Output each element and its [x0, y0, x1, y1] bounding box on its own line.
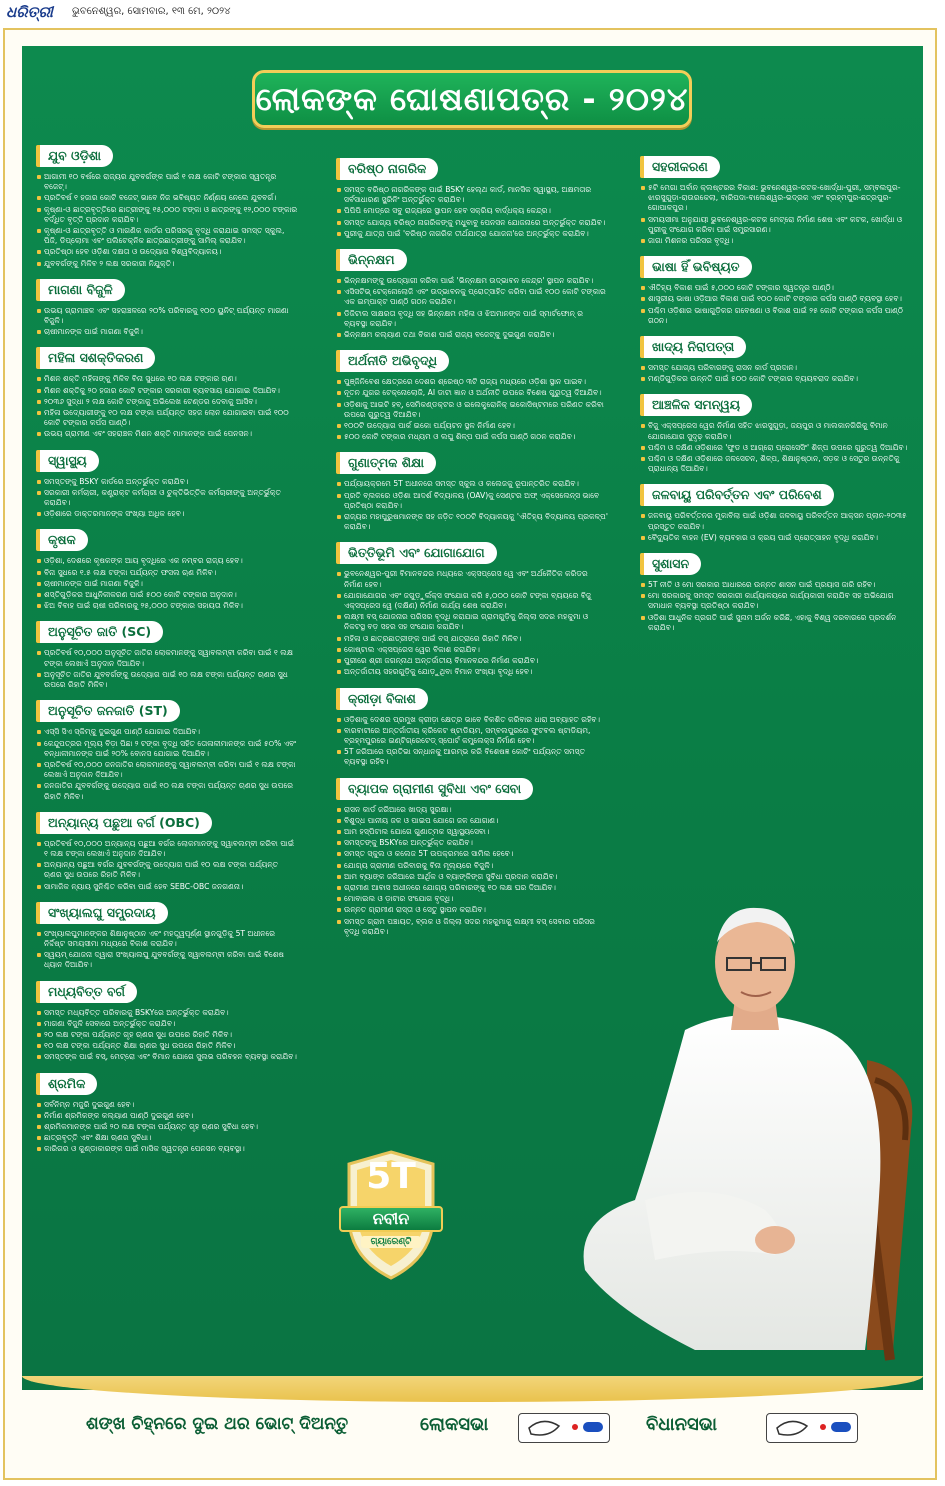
manifesto-point: ଡିଜିଟାଲ ସାକ୍ଷରତା ବୃଦ୍ଧି ସହ ଭିନ୍ନକ୍ଷମ ମହିଳା ଓ ଝିଅମାନଙ୍କ ପାଇଁ ସ୍ମାର୍ଟଫୋନ୍ ର ବ୍ୟବସ୍ଥା କରାଯିବ। — [336, 309, 608, 329]
manifesto-point: ମୋବାଇଲ ଓ ଡ଼ାଟାର ସଂଯୋଗ ବୃଦ୍ଧି। — [336, 894, 608, 904]
section-heading: ବ୍ୟାପକ ଗ୍ରାମୀଣ ସୁବିଧା ଏବଂ ସେବା — [336, 778, 533, 800]
manifesto-point: ୫୦୦ କୋଟି ଟଙ୍କାର ମଧ୍ୟମ ଓ ଲଘୁ ଶିଳ୍ପ ପାଇଁ କର୍ପସ ପାଣ୍ଠି ଗଠନ କରାଯିବ। — [336, 432, 608, 442]
manifesto-point: ୧୦୦ଟି ଉଦ୍ୟୋଗ ପାର୍କ ଇକୋ ପର୍ଯ୍ୟଟନ ସ୍ଥଳ ନିର୍ମାଣ ହେବ। — [336, 421, 608, 431]
leader-photo — [575, 880, 925, 1380]
badge-5t-text: 5T — [366, 1156, 416, 1197]
manifesto-point: ସମସ୍ତଙ୍କ ପାଇଁ ବସ୍, ମେଟ୍ରୋ ଏବଂ ବିମାନ ଯୋଗେ ସୁଲଭ ପରିବହନ ବ୍ୟବସ୍ଥା କରାଯିବ। — [36, 1052, 298, 1062]
manifesto-point: ବୈଦ୍ୟୁତିକ ବାହନ (EV) ବ୍ୟବହାର ଓ କ୍ରୟ ପାଇଁ ପ୍ରୋତ୍ସାହନ ବୃଦ୍ଧି କରାଯିବ। — [640, 533, 908, 543]
manifesto-section — [36, 347, 298, 439]
manifesto-section — [640, 553, 908, 633]
conch-icon — [767, 1414, 856, 1441]
section-heading: ମାଗଣା ବିଜୁଳି — [36, 279, 125, 301]
lok-sabha-evm-icon — [518, 1413, 610, 1443]
manifesto-point: ଆମ ହସ୍ପିଟାଲ ଯୋଗେ ଗୁଣାତ୍ମକ ସ୍ୱାସ୍ଥ୍ୟସେବା। — [336, 827, 608, 837]
manifesto-point: ସମସ୍ତ ଯୋଗ୍ୟ ବରିଷ୍ଠ ନାଗରିକଙ୍କୁ ମଧୁବାବୁ ପେନସନ ଯୋଜନାରେ ଅନ୍ତର୍ଭୁକ୍ତ କରାଯିବ। — [336, 218, 608, 228]
column-middle — [336, 158, 608, 947]
manifesto-point: ସମୟସୀମା ଅନୁଯାୟୀ ଭୁବନେଶ୍ୱର-କଟକ ମେଟ୍ରୋ ନିର୍ମାଣ ଶେଷ ଏବଂ କଟକ, ଖୋର୍ଦ୍ଧା ଓ ପୁରୀକୁ ସଂଯୋଗ କରିବା ପାଇଁ ସମ୍ପ୍ରସାରଣ। — [640, 215, 908, 235]
manifesto-section — [640, 336, 908, 384]
manifesto-point: ପଶ୍ଚିମ ଓ ଦକ୍ଷିଣ ଓଡ଼ିଶାରେ ଜଳସେଚନ, ଶିଳ୍ପ, ଶିକ୍ଷାନୁଷ୍ଠାନ, ସଡ଼କ ଓ ସେତୁର ଉନ୍ନତିକୁ ପ୍ରାଧାନ୍ୟ ଦିଆଯିବ। — [640, 454, 908, 474]
manifesto-point: ପ୍ରତିବର୍ଷ ୧୦,୦୦୦ ଅନ୍ୟାନ୍ୟ ପଛୁଆ ବର୍ଗର ଲୋକମାନଙ୍କୁ ସ୍ୱାବଲମ୍ବୀ କରିବା ପାଇଁ ୧ ଲକ୍ଷ ଟଙ୍କା ଲେଖାଏଁ ଅନୁଦାନ ଦିଆଯିବ। — [36, 839, 298, 859]
manifesto-point: 5T ନୀତି ଓ ମୋ ସରକାର ଆଧାରରେ ଉନ୍ନତ ଶାସନ ପାଇଁ ପ୍ରୟାସ ଜାରି ରହିବ। — [640, 580, 908, 590]
manifesto-point: ଜାଗା ମିଶନର ପରିସର ବୃଦ୍ଧି। — [640, 236, 908, 246]
manifesto-point: ଜଳବାୟୁ ପରିବର୍ତ୍ତନର ମୁକାବିଲା ପାଇଁ ଓଡ଼ିଶା ଜଳବାୟୁ ପରିବର୍ତ୍ତନ ଆକ୍ସନ ପ୍ଲାନ-୨୦୩୫ ପ୍ରସ୍ତୁତ କରାଯିବ। — [640, 511, 908, 531]
manifesto-point: ଗ୍ରାମୀଣ ଆବାସ ଅଧୀନରେ ଯୋଗ୍ୟ ପରିବାରଙ୍କୁ ୧୦ ଲକ୍ଷ ଘର ଦିଆଯିବ। — [336, 883, 608, 893]
section-heading: ଅନୁସୂଚିତ ଜାତି (SC) — [36, 621, 163, 643]
manifesto-point: ବିଜୁ ଏକ୍ସପ୍ରେସ ୱେର ନିର୍ମାଣ ସହିତ ଝାରସୁଗୁଡ଼ା, ଜୟପୁର ଓ ମାଲକାନଗିରିକୁ ବିମାନ ଯୋଗାଯୋଗ ସୁଦୃଢ଼ କରାଯିବ। — [640, 421, 908, 441]
section-heading: ଯୁବ ଓଡ଼ିଶା — [36, 145, 113, 167]
manifesto-section — [640, 484, 908, 543]
section-heading: ଭାଷା ହିଁ ଭବିଷ୍ୟତ — [640, 256, 752, 278]
badge-subtitle: ଗ୍ୟାରେଣ୍ଟି — [361, 1236, 421, 1248]
manifesto-point: ସ୍ୱୟମ୍ ଯୋଜନା ଦ୍ୱାରା ସଂଖ୍ୟାଲଘୁ ଯୁବବର୍ଗଙ୍କୁ ସ୍ୱାବଲମ୍ବୀ କରିବା ପାଇଁ ବିଶେଷ ଧ୍ୟାନ ଦିଆଯିବ। — [36, 950, 298, 970]
manifesto-point: ଆଗାମୀ ୧୦ ବର୍ଷରେ ରାଜ୍ୟର ଯୁବବର୍ଗଙ୍କ ପାଇଁ ୧ ଲକ୍ଷ କୋଟି ଟଙ୍କାର ସ୍ୱତନ୍ତ୍ର ବଜେଟ୍। — [36, 172, 298, 192]
manifesto-section — [36, 450, 298, 520]
manifesto-section — [36, 812, 298, 892]
manifesto-point: ଯୋଗାଯୋଗର ଏବଂ ଜଗୁଡ଼ୁର୍ଲକ୍ସ ସଂଯୋଗ କରି ୫,୦୦୦ କୋଟି ଟଙ୍କା ବ୍ୟୟରେ ବିଜୁ ଏକ୍ସପ୍ରେସ ୱେ (ଦକ୍ଷିଣ) ନିର୍ମାଣ କାର୍ଯ୍ୟ ଶେଷ କରାଯିବ। — [336, 591, 608, 611]
manifesto-point: ପ୍ରତିବର୍ଷ ୧୦,୦୦୦ ଜନଜାତିର ଲୋକମାନଙ୍କୁ ସ୍ୱାବଲମ୍ବୀ କରିବା ପାଇଁ ୧ ଲକ୍ଷ ଟଙ୍କା ଲେଖାଏଁ ଅନୁଦାନ ଦିଆଯିବ। — [36, 760, 298, 780]
section-heading: ବରିଷ୍ଠ ନାଗରିକ — [336, 158, 438, 180]
section-heading: ଜଳବାୟୁ ପରିବର୍ତ୍ତନ ଏବଂ ପରିବେଶ — [640, 484, 834, 506]
manifesto-section — [336, 158, 608, 239]
manifesto-point: ଶ୍ରମିକମାନଙ୍କ ପାଇଁ ୨୦ ଲକ୍ଷ ଟଙ୍କା ପର୍ଯ୍ୟନ୍ତ ଗୃହ ଋଣର ସୁବିଧା ହେବ। — [36, 1122, 298, 1132]
manifesto-point: ମଣ୍ଡିଗୁଡ଼ିକର ଉନ୍ନତି ପାଇଁ ୫୦୦ କୋଟି ଟଙ୍କାର ବ୍ୟୟବରାଦ କରାଯିବ। — [640, 374, 908, 384]
section-heading: ମଧ୍ୟବିତ୍ତ ବର୍ଗ — [36, 981, 137, 1003]
section-heading: ସଂଖ୍ୟାଲଘୁ ସମ୍ପ୍ରଦାୟ — [36, 902, 168, 924]
manifesto-point: ଉଭୟ ଗ୍ରାମାଞ୍ଚଳ ଏବଂ ସହରାଞ୍ଚଳରେ ୨୦% ପରିବାରକୁ ୧୦୦ ୟୁନିଟ୍ ପର୍ଯ୍ୟନ୍ତ ମାଗଣା ବିଜୁଳି। — [36, 306, 298, 326]
manifesto-point: ନିର୍ମାଣ ଶ୍ରମିକଙ୍କ କଲ୍ୟାଣ ପାଣ୍ଠି ଦୁଇଗୁଣ ହେବ। — [36, 1111, 298, 1121]
manifesto-point: ପ୍ରତିଷ୍ଠା ହେବ ଓଡ଼ିଶା ଦକ୍ଷତା ଓ ଉଦ୍ୟୋଗ ବିଶ୍ୱବିଦ୍ୟାଳୟ। — [36, 247, 298, 257]
section-heading: ଅର୍ଥନୀତି ଅଭିବୃଦ୍ଧି — [336, 350, 449, 372]
column-left — [36, 145, 298, 1165]
manifesto-point: ସମସ୍ତ ଯୋଗ୍ୟ ପରିବାରଙ୍କୁ ରାସନ କାର୍ଡ ପ୍ରଦାନ। — [640, 363, 908, 373]
conch-icon — [519, 1414, 608, 1441]
manifesto-point: କେନ୍ଦୁପତ୍ରର ମୂଲ୍ୟ ବିଡ଼ା ପିଛା ୨ ଟଙ୍କା ବୃଦ୍ଧି ସହିତ ତୋଳାଳୀମାନଙ୍କ ପାଇଁ ୫୦% ଏବଂ ବନ୍ଧାଳୀମାନଙ୍କ ପାଇଁ ୨୦% ବୋନସ ଯୋଗାଇ ଦିଆଯିବ। — [36, 739, 298, 759]
section-heading: ସହରୀକରଣ — [640, 156, 720, 178]
body — [584, 1015, 881, 1350]
manifesto-point: ସମସ୍ତଙ୍କୁ BSKYରେ ଅନ୍ତର୍ଭୁକ୍ତ କରାଯିବ। — [336, 838, 608, 848]
manifesto-section — [36, 279, 298, 338]
manifesto-point: ସଂଖ୍ୟାଲଘୁମାନଙ୍କର ଶିକ୍ଷାନୁଷ୍ଠାନ ଏବଂ ମହତ୍ତ୍ୱପୂର୍ଣ୍ଣ ସ୍ଥାନଗୁଡ଼ିକୁ 5T ଅଧୀନରେ ନିର୍ଦ୍ଦିଷ୍ଟ ସମୟସୀମା ମଧ୍ୟରେ ବିକାଶ କରାଯିବ। — [36, 929, 298, 949]
manifesto-point: ସମସ୍ତଙ୍କୁ BSKY କାର୍ଡରେ ଅନ୍ତର୍ଭୁକ୍ତ କରାଯିବ। — [36, 477, 298, 487]
manifesto-point: ରାସନ କାର୍ଡ ଜରିଆରେ ଖାଦ୍ୟ ସୁରକ୍ଷା। — [336, 805, 608, 815]
manifesto-point: ସରକାରୀ କର୍ମଚାରୀ, କଣ୍ଟ୍ରାକ୍ଟ କର୍ମଚାରୀ ଓ ଚୁକ୍ତିଭିତ୍ତିକ କର୍ମଚାରୀଙ୍କୁ ଅନ୍ତର୍ଭୁକ୍ତ କରାଯିବ। — [36, 488, 298, 508]
manifesto-point: ମୋ ସରକାରକୁ ସମସ୍ତ ସରକାରୀ କାର୍ଯ୍ୟାଳୟରେ କାର୍ଯ୍ୟକାରୀ କରାଯିବ ସହ ଅଭିଯୋଗ ସମାଧାନ ବ୍ୟବସ୍ଥା ପ୍ରତିଷ୍ଠା କରାଯିବ। — [640, 591, 908, 611]
manifesto-point: ଓଡ଼ିଶାରେ ଡାକ୍ତରମାନଙ୍କ ସଂଖ୍ୟା ଅଧିକ ହେବ। — [36, 509, 298, 519]
manifesto-point: ଏସିସଟିଭ୍ ଟେକ୍ନୋଲୋଜି ଏବଂ ଉଦ୍ଭାବନକୁ ପ୍ରୋତ୍ସାହିତ କରିବା ପାଇଁ ୧୦୦ କୋଟି ଟଙ୍କାର ଏକ ଇମ୍ପାକ୍ଟ ପାଣ୍ଠି ଗଠନ କରାଯିବ। — [336, 287, 608, 307]
dateline: ଭୁବନେଶ୍ୱର, ସୋମବାର, ୧୩ ମେ, ୨୦୨୪ — [72, 6, 231, 17]
manifesto-section — [36, 902, 298, 971]
manifesto-section — [336, 452, 608, 532]
column-right — [640, 156, 908, 643]
manifesto-point: ଭୁବନେଶ୍ୱର-ପୁରୀ ବିମାନବନ୍ଦର ମଧ୍ୟରେ ଏକ୍ସପ୍ରେସ ୱେ ଏବଂ ଅର୍ଥନୈତିକ କରିଡର ନିର୍ମାଣ ହେବ। — [336, 569, 608, 589]
manifesto-section — [640, 156, 908, 246]
hand — [755, 1226, 795, 1254]
manifesto-point: ଶସ୍ତିଗୁଡ଼ିକର ଆଧୁନିକୀକରଣ ପାଇଁ ୫୦୦ କୋଟି ଟଙ୍କାର ଅନୁଦାନ। — [36, 590, 298, 600]
manifesto-section — [336, 350, 608, 442]
manifesto-point: ଭିନ୍ନକ୍ଷମଙ୍କୁ ଉଦ୍ୟୋଗୀ କରିବା ପାଇଁ 'ଭିନ୍ନକ୍ଷମ ଉଦ୍ଭାବନ କେନ୍ଦ୍ର' ସ୍ଥାପନ କରାଯିବ। — [336, 276, 608, 286]
manifesto-section — [36, 529, 298, 611]
manifesto-point: କୃଷ୍ଣା-ଓ ଛାତ୍ରବୃତ୍ତି ଓ ମାଗଣିକ କାର୍ଡର ପରିସରକୁ ବୃଦ୍ଧି କରାଯାଇ ସମସ୍ତ ସ୍କୁଲ, ପିଜି, ଡିପ୍ଲୋମା ଏବଂ ପଲିଟେକ୍ନିକ ଛାତ୍ରଛାତ୍ରୀଙ୍କୁ ସାମିଲ୍ କରାଯିବ। — [36, 226, 298, 246]
manifesto-point: ବିଶୁଦ୍ଧ ପାନୀୟ ଜଳ ଓ ପାଇପ ଯୋଗେ ଜଳ ଯୋଗାଣ। — [336, 816, 608, 826]
manifesto-point: ମହିଳା ଓ ଛାତ୍ରଛାତ୍ରୀଙ୍କ ପାଇଁ ବସ୍ ଯାତ୍ରାରେ ରିହାତି ମିଳିବ। — [336, 634, 608, 644]
section-heading: ଅନ୍ୟାନ୍ୟ ପଛୁଆ ବର୍ଗ (OBC) — [36, 812, 212, 834]
manifesto-point: ୧୦ ଲକ୍ଷ ଟଙ୍କା ପର୍ଯ୍ୟନ୍ତ ଶିକ୍ଷା ଋଣର ସୁଧ ଉପରେ ରିହାତି ମିଳିବ। — [36, 1041, 298, 1051]
manifesto-point: ଆମ ବ୍ୟାଙ୍କ ଜରିଆରେ ଆର୍ଥିକ ଓ ବ୍ୟାଙ୍କିଙ୍ଗ ସୁବିଧା ପ୍ରଦାନ କରାଯିବ। — [336, 872, 608, 882]
5t-guarantee-badge — [345, 1150, 437, 1280]
manifesto-point: 5T ଜରିଆରେ ପ୍ରତିଭା ସନ୍ଧାନକୁ ଆରମ୍ଭ କରି ବିଶେଷଜ୍ଞ କୋଚିଂ ପର୍ଯ୍ୟନ୍ତ ସମସ୍ତ ବ୍ୟବସ୍ଥା ରହିବ। — [336, 747, 608, 767]
section-heading: ସୁଶାସନ — [640, 553, 701, 575]
manifesto-point: ପ୍ରତିବର୍ଷ ୧ ହଜାର କୋଟି ବଜେଟ୍ ଭାବେ ନିଜ ଭବିଷ୍ୟତ ନିର୍ଣ୍ଣୟ ନେଲେ ଯୁବବର୍ଗ। — [36, 193, 298, 203]
manifesto-point: ଓଡ଼ିଶାକୁ ଆଇଟି ହବ୍, ସେମିକଣ୍ଡକ୍ଟର ଓ ଇଲେକ୍ଟ୍ରୋନିକ୍ ଇକୋସିଷ୍ଟମରେ ପରିଣତ କରିବା ଉପରେ ଗୁରୁତ୍ୱ ଦିଆଯିବ। — [336, 400, 608, 420]
section-heading: ଶ୍ରମିକ — [36, 1073, 97, 1095]
manifesto-point: ସମସ୍ତ ସ୍କୁଲ ଓ କଲେଜ 5T ଉପକ୍ରମରେ ସାମିଲ ହେବେ। — [336, 849, 608, 859]
manifesto-point: ସମସ୍ତ ଗ୍ରାମ ପଞ୍ଚାୟତ, ବ୍ଲକ ଓ ଜିଲ୍ଲା ସଦର ମହକୁମାକୁ ଲକ୍ଷ୍ମୀ ବସ୍ ସେବାର ପରିସର ବୃଦ୍ଧି କରାଯିବ। — [336, 917, 608, 937]
manifesto-point: ଅନ୍ତର୍ଜାତୀୟ ସହରଗୁଡ଼ିକୁ ଯୋଡ଼ୁଥିବା ବିମାନ ସଂଖ୍ୟା ବୃଦ୍ଧି ହେବ। — [336, 667, 608, 677]
manifesto-point: ଲକ୍ଷ୍ମୀ ବସ୍ ଯୋଜନାର ପରିସର ବୃଦ୍ଧି କରାଯାଇ ଗ୍ରାମଗୁଡ଼ିକୁ ଜିଲ୍ଲା ସଦର ମହକୁମା ଓ ନିକଟସ୍ଥ ବଡ଼ ସହର ସହ ସଂଯୋଗ କରାଯିବ। — [336, 612, 608, 632]
manifesto-point: ଓଡ଼ିଶାକୁ ଦେଶର ପ୍ରମୁଖ କ୍ରୀଡ଼ା କ୍ଷେତ୍ର ଭାବେ ବିକଶିତ କରିବାର ଧାରା ଅବ୍ୟାହତ ରହିବ। — [336, 715, 608, 725]
manifesto-point: କୃଷ୍ଣା-ଓ ଛାତ୍ରବୃତ୍ତିରେ ଛାତ୍ରୀଙ୍କୁ ୧୫,୦୦୦ ଟଙ୍କା ଓ ଛାତ୍ରଙ୍କୁ ୧୨,୦୦୦ ଟଙ୍କାର ବର୍ଦ୍ଧିତ ବୃତ୍ତି ପ୍ରଦାନ କରାଯିବ। — [36, 205, 298, 225]
manifesto-point: କୋଷ୍ଟାଲ ଏକ୍ସପ୍ରେସ ୱେର ବିକାଶ କରାଯିବ। — [336, 645, 608, 655]
manifesto-title: ଲୋକଙ୍କ ଘୋଷଣାପତ୍ର - ୨୦୨୪ — [252, 70, 692, 128]
lok-sabha-label: ଲୋକସଭା — [420, 1414, 489, 1435]
newspaper-logo: ଧରିତ୍ରୀ — [6, 3, 53, 21]
manifesto-point: ଉନ୍ନତ ଗ୍ରାମୀଣ ରାସ୍ତା ଓ ସେତୁ ସ୍ଥାପନ କରାଯିବ। — [336, 905, 608, 915]
manifesto-point: ସାମାଜିକ ନ୍ୟାୟ ସୁନିଶ୍ଚିତ କରିବା ପାଇଁ ହେବ SEBC-OBC ଜନଗଣନା। — [36, 882, 298, 892]
manifesto-point: ପୁଞ୍ଜିନିବେଶ କ୍ଷେତ୍ରରେ ଦେଶର ଶ୍ରେଷ୍ଠ ୩ଟି ରାଜ୍ୟ ମଧ୍ୟରେ ଓଡ଼ିଶା ସ୍ଥାନ ପାଇବ। — [336, 377, 608, 387]
manifesto-point: ପଶ୍ଚିମ ଓ ଦକ୍ଷିଣ ଓଡ଼ିଶାରେ 'ଫୁଡ ଓ ଆଗ୍ରୋ ପ୍ରୋସେସିଂ' ଶିଳ୍ପ ଉପରେ ଗୁରୁତ୍ୱ ଦିଆଯିବ। — [640, 443, 908, 453]
manifesto-section — [36, 1073, 298, 1155]
manifesto-point: ପିପିପି ମୋଡ୍‌ରେ ସବୁ ରାଜ୍ୟରେ ସ୍ଥାପନ ହେବ ସକ୍ରିୟ ବାର୍ଦ୍ଧକ୍ୟ କେନ୍ଦ୍ର। — [336, 206, 608, 216]
manifesto-point: ଓଡ଼ିଶା, ଦେଶରେ କୃଷକଙ୍କ ଆୟ ବୃଦ୍ଧିରେ ଏକ ନମ୍ବର ରାଜ୍ୟ ହେବ। — [36, 556, 298, 566]
manifesto-point: ଉଭୟ ଗ୍ରାମୀଣ ଏବଂ ସହରାଞ୍ଚଳ ମିଶନ ଶକ୍ତି ମାମାନଙ୍କ ପାଇଁ ପେନସନ। — [36, 429, 298, 439]
manifesto-section — [336, 778, 608, 937]
section-heading: କ୍ରୀଡ଼ା ବିକାଶ — [336, 688, 428, 710]
manifesto-point: ରାଜ୍ୟର ମହାପୁରୁଷମାନଙ୍କ ସହ ଜଡ଼ିତ ୧୦୦ଟି ବିଦ୍ୟାଳୟକୁ 'ଐତିହ୍ୟ ବିଦ୍ୟାଳୟ ପ୍ରକଳ୍ପ' କରାଯିବ। — [336, 512, 608, 532]
section-heading: ମହିଳା ସଶକ୍ତିକରଣ — [36, 347, 155, 369]
manifesto-point: ସମସ୍ତ ବରିଷ୍ଠ ନାଗରିକଙ୍କ ପାଇଁ BSKY ହେଲ୍ଥ କାର୍ଡ, ମାନସିକ ସ୍ୱାସ୍ଥ୍ୟ, ଅକ୍ଷମତାର ସର୍ବସାଧାରଣ ସ୍କ୍ରିନିଂ ଅନ୍ତର୍ଭୁକ୍ତ କରାଯିବ। — [336, 185, 608, 205]
manifesto-point: ସମସ୍ତ ମଧ୍ୟବିତ୍ତ ପରିବାରକୁ BSKYରେ ଅନ୍ତର୍ଭୁକ୍ତ କରାଯିବ। — [36, 1008, 298, 1018]
manifesto-section — [36, 700, 298, 801]
manifesto-point: ଅନୁସୂଚିତ ଜାତିର ଯୁବବର୍ଗଙ୍କୁ ଉଦ୍ୟୋଗ ପାଇଁ ୧୦ ଲକ୍ଷ ଟଙ୍କା ପର୍ଯ୍ୟନ୍ତ ଋଣର ସୁଧ ଉପରେ ରିହାତି ମିଳିବ। — [36, 670, 298, 690]
masthead — [0, 0, 945, 26]
manifesto-point: ବିନା ସୁଧରେ ୧.୫ ଲକ୍ଷ ଟଙ୍କା ପର୍ଯ୍ୟନ୍ତ ଫସଲ ଋଣ ମିଳିବ। — [36, 568, 298, 578]
manifesto-point: ପଶ୍ଚିମ ଓଡ଼ିଶାର ଭାଷାଗୁଡ଼ିକର ଗବେଷଣା ଓ ବିକାଶ ପାଇଁ ୨୫ କୋଟି ଟଙ୍କାର କର୍ପସ ପାଣ୍ଠି ଗଠନ। — [640, 306, 908, 326]
manifesto-point: ପୁରୀରେ ଶ୍ରୀ ଜଗନ୍ନାଥ ଅନ୍ତର୍ଜାତୀୟ ବିମାନବନ୍ଦର ନିର୍ମାଣ କରାଯିବ। — [336, 656, 608, 666]
section-heading: ଭିନ୍ନକ୍ଷମ — [336, 249, 407, 271]
manifesto-point: ଶାସ୍ତ୍ରୀୟ ଭାଷା ଓଡ଼ିଆର ବିକାଶ ପାଇଁ ୧୦୦ କୋଟି ଟଙ୍କାର କର୍ପସ ପାଣ୍ଠି ବ୍ୟବସ୍ଥା ହେବ। — [640, 294, 908, 304]
manifesto-point: ଭିନ୍ନକ୍ଷମ କଲ୍ୟାଣ ତଥା ବିକାଶ ପାଇଁ ରାଜ୍ୟ ବଜେଟ୍‌କୁ ଦୁଇଗୁଣ କରାଯିବ। — [336, 330, 608, 340]
manifesto-point: ଝିଅ ବିବାହ ପାଇଁ ଚାଷୀ ପରିବାରକୁ ୨୫,୦୦୦ ଟଙ୍କାର ସହାୟତା ମିଳିବ। — [36, 601, 298, 611]
manifesto-point: ୨୦ ଲକ୍ଷ ଟଙ୍କା ପର୍ଯ୍ୟନ୍ତ ଗୃହ ଋଣର ସୁଧ ଉପରେ ରିହାତି ମିଳିବ। — [36, 1030, 298, 1040]
manifesto-point: ୨୦୩୬ ସୁଦ୍ଧା ୨ ଲକ୍ଷ କୋଟି ଟଙ୍କାକୁ ଅଭିଲେଖ ଟେଣ୍ଡର ଦେବାକୁ ଆସିବ। — [36, 397, 298, 407]
manifesto-point: ଜନଜାତିର ଯୁବବର୍ଗଙ୍କୁ ଉଦ୍ୟୋଗ ପାଇଁ ୧୦ ଲକ୍ଷ ଟଙ୍କା ପର୍ଯ୍ୟନ୍ତ ଋଣର ସୁଧ ଉପରେ ରିହାତି ମିଳିବ। — [36, 781, 298, 801]
section-heading: କୃଷକ — [36, 529, 88, 551]
manifesto-point: ଅନ୍ୟାନ୍ୟ ପଛୁଆ ବର୍ଗର ଯୁବବର୍ଗଙ୍କୁ ଉଦ୍ୟୋଗ ପାଇଁ ୧୦ ଲକ୍ଷ ଟଙ୍କା ପର୍ଯ୍ୟନ୍ତ ଋଣର ସୁଧ ଉପରେ ରିହାତି ମିଳିବ। — [36, 860, 298, 880]
manifesto-section — [640, 256, 908, 326]
manifesto-point: ଏସ୍‌ସି ସିଏ ସ୍କିମ୍‌କୁ ଦୁଇଗୁଣ ପାଣ୍ଠି ଯୋଗାଇ ଦିଆଯିବ। — [36, 727, 298, 737]
manifesto-point: ଛାତ୍ରବୃତ୍ତି ଏବଂ ଶିକ୍ଷା ଋଣର ସୁବିଧା। — [36, 1133, 298, 1143]
manifesto-point: ପର୍ଯ୍ୟାୟକ୍ରମେ 5T ଅଧୀନରେ ସମସ୍ତ ସ୍କୁଲ ଓ କଲେଜକୁ ରୂପାନ୍ତରିତ କରାଯିବ। — [336, 479, 608, 489]
manifesto-point: ପୁରୀକୁ ଯାତ୍ରା ପାଇଁ 'ବରିଷ୍ଠ ନାଗରିକ ତୀର୍ଥଯାତ୍ରା ଯୋଜନା'ରେ ଅନ୍ତର୍ଭୁକ୍ତ କରାଯିବ। — [336, 229, 608, 239]
manifesto-point: ମାଗଣା ବିଜୁଳି ସେବାରେ ଅନ୍ତର୍ଭୁକ୍ତ କରାଯିବ। — [36, 1019, 298, 1029]
manifesto-point: ଓଡ଼ିଶା ଆଧୁନିକ ପ୍ରଗତି ପାଇଁ ସୁନାମ ଅର୍ଜନ କରିଛି, ଏହାକୁ ବିଶ୍ୱ ଦରବାରରେ ପ୍ରଦର୍ଶନ କରାଯିବ। — [640, 613, 908, 633]
section-heading: ସ୍ୱାସ୍ଥ୍ୟ — [36, 450, 99, 472]
manifesto-point: ବାରବାଟୀରେ ଅନ୍ତର୍ଜାତୀୟ କ୍ରିକେଟ ଷ୍ଟାଡିୟମ, ସମ୍ବଲପୁରରେ ଫୁଟବଲ ଷ୍ଟାଡିୟମ, ବ୍ରହ୍ମପୁରରେ ଇଣ୍ଟିଗ୍ରେଟେଡ୍ ସ୍ପୋର୍ଟ କମ୍ପ୍ଲେକ୍ସ ନିର୍ମାଣ ହେବ। — [336, 726, 608, 746]
manifesto-section — [640, 394, 908, 474]
manifesto-point: ନୂତନ ଯୁଗର ଟେକ୍ନୋଲୋଜି, AI ଡାଟା ଜ୍ଞାନ ଓ ଅର୍ଥନୀତି ଉପରେ ବିଶେଷ ଗୁରୁତ୍ୱ ଦିଆଯିବ। — [336, 388, 608, 398]
manifesto-point: ମିଶନ ଶକ୍ତି ମହିଳାଙ୍କୁ ମିଳିବ ବିନା ସୁଧରେ ୧୦ ଲକ୍ଷ ଟଙ୍କାର ଋଣ। — [36, 374, 298, 384]
vidhan-sabha-evm-icon — [766, 1413, 858, 1443]
section-heading: ଖାଦ୍ୟ ନିରାପତ୍ତା — [640, 336, 746, 358]
manifesto-section — [336, 542, 608, 677]
badge-ribbon: ନବୀନ — [339, 1206, 443, 1232]
manifesto-section — [36, 981, 298, 1063]
manifesto-section — [36, 145, 298, 269]
manifesto-point: ୫ଟି ମେଗା ଅର୍ବାନ କ୍ଲଷ୍ଟରର ବିକାଶ: ଭୁବନେଶ୍ୱର-କଟକ-ଖୋର୍ଦ୍ଧା-ପୁରୀ, ସମ୍ବଲପୁର-ଝାରସୁଗୁଡ଼ା-ରାଉରକେଲା, ବାରିପଦା-ବାଲେଶ୍ୱର-ଭଦ୍ରକ ଏବଂ ବ୍ରହ୍ମପୁର-ଛତ୍ରପୁର-ଗୋପାଳପୁର। — [640, 183, 908, 214]
manifesto-section — [336, 249, 608, 340]
manifesto-point: କାରିଗର ଓ କୁଣ୍ଡାକାରଙ୍କ ପାଇଁ ମାସିକ ସ୍ୱତନ୍ତ୍ର ପେନସନ ବ୍ୟବସ୍ଥା। — [36, 1144, 298, 1154]
section-heading: ଭିତ୍ତିଭୂମି ଏବଂ ଯୋଗାଯୋଗ — [336, 542, 497, 564]
manifesto-point: ମିଶନ ଶକ୍ତିକୁ ୨୦ ହଜାର କୋଟି ଟଙ୍କାର ସରକାରୀ ବ୍ୟବସାୟ ଯୋଗାଇ ଦିଆଯିବ। — [36, 386, 298, 396]
manifesto-point: ଚାଷୀମାନଙ୍କ ପାଇଁ ମାଗଣା ବିଜୁଳି। — [36, 327, 298, 337]
section-heading: ଅନୁସୂଚିତ ଜନଜାତି (ST) — [36, 700, 180, 722]
section-heading: ଆଞ୍ଚଳିକ ସମନ୍ୱୟ — [640, 394, 752, 416]
manifesto-point: ସର୍ବନିମ୍ନ ମଜୁରି ଦୁଇଗୁଣ ହେବ। — [36, 1100, 298, 1110]
manifesto-point: ଯୋଗ୍ୟ ଗ୍ରାମୀଣ ପରିବାରକୁ ବିନା ମୂଲ୍ୟରେ ବିଜୁଳି। — [336, 861, 608, 871]
manifesto-point: ଯୁବବର୍ଗଙ୍କୁ ମିଳିବ ୨ ଲକ୍ଷ ସରକାରୀ ନିଯୁକ୍ତି। — [36, 259, 298, 269]
manifesto-section — [36, 621, 298, 690]
section-heading: ଗୁଣାତ୍ମକ ଶିକ୍ଷା — [336, 452, 436, 474]
manifesto-point: ଐତିହ୍ୟ ବିକାଶ ପାଇଁ ୫,୦୦୦ କୋଟି ଟଙ୍କାର ସ୍ୱତନ୍ତ୍ର ପାଣ୍ଠି। — [640, 283, 908, 293]
vote-appeal: ଶଙ୍ଖ ଚିହ୍ନରେ ଦୁଇ ଥର ଭୋଟ୍ ଦିଅନ୍ତୁ — [86, 1414, 349, 1434]
manifesto-point: ପ୍ରତିବର୍ଷ ୧୦,୦୦୦ ଅନୁସୂଚିତ ଜାତିର ଲୋକମାନଙ୍କୁ ସ୍ୱାବଲମ୍ବୀ କରିବା ପାଇଁ ୧ ଲକ୍ଷ ଟଙ୍କା ଲେଖାଏଁ ଅନୁଦାନ ଦିଆଯିବ। — [36, 648, 298, 668]
manifesto-point: ଚାଷୀମାନଙ୍କ ପାଇଁ ମାଗଣା ବିଜୁଳି। — [36, 579, 298, 589]
vidhan-sabha-label: ବିଧାନସଭା — [646, 1414, 717, 1435]
manifesto-point: ପ୍ରତି ବ୍ଲକରେ ଓଡ଼ିଶା ଆଦର୍ଶ ବିଦ୍ୟାଳୟ (OAV)କୁ ସେଣ୍ଟର ଅଫ୍ ଏକ୍ସେଲେନ୍ସ ଭାବେ ପ୍ରତିଷ୍ଠା କରାଯିବ। — [336, 491, 608, 511]
manifesto-point: ମହିଳା ଉଦ୍ୟୋଗୀଙ୍କୁ ୧୦ ଲକ୍ଷ ଟଙ୍କା ପର୍ଯ୍ୟନ୍ତ ସହଜ ଲୋନ ଯୋଗାଇବା ପାଇଁ ୧୦୦ କୋଟି ଟଙ୍କାର କର୍ପସ ପାଣ୍ଠି। — [36, 408, 298, 428]
manifesto-section — [336, 688, 608, 768]
